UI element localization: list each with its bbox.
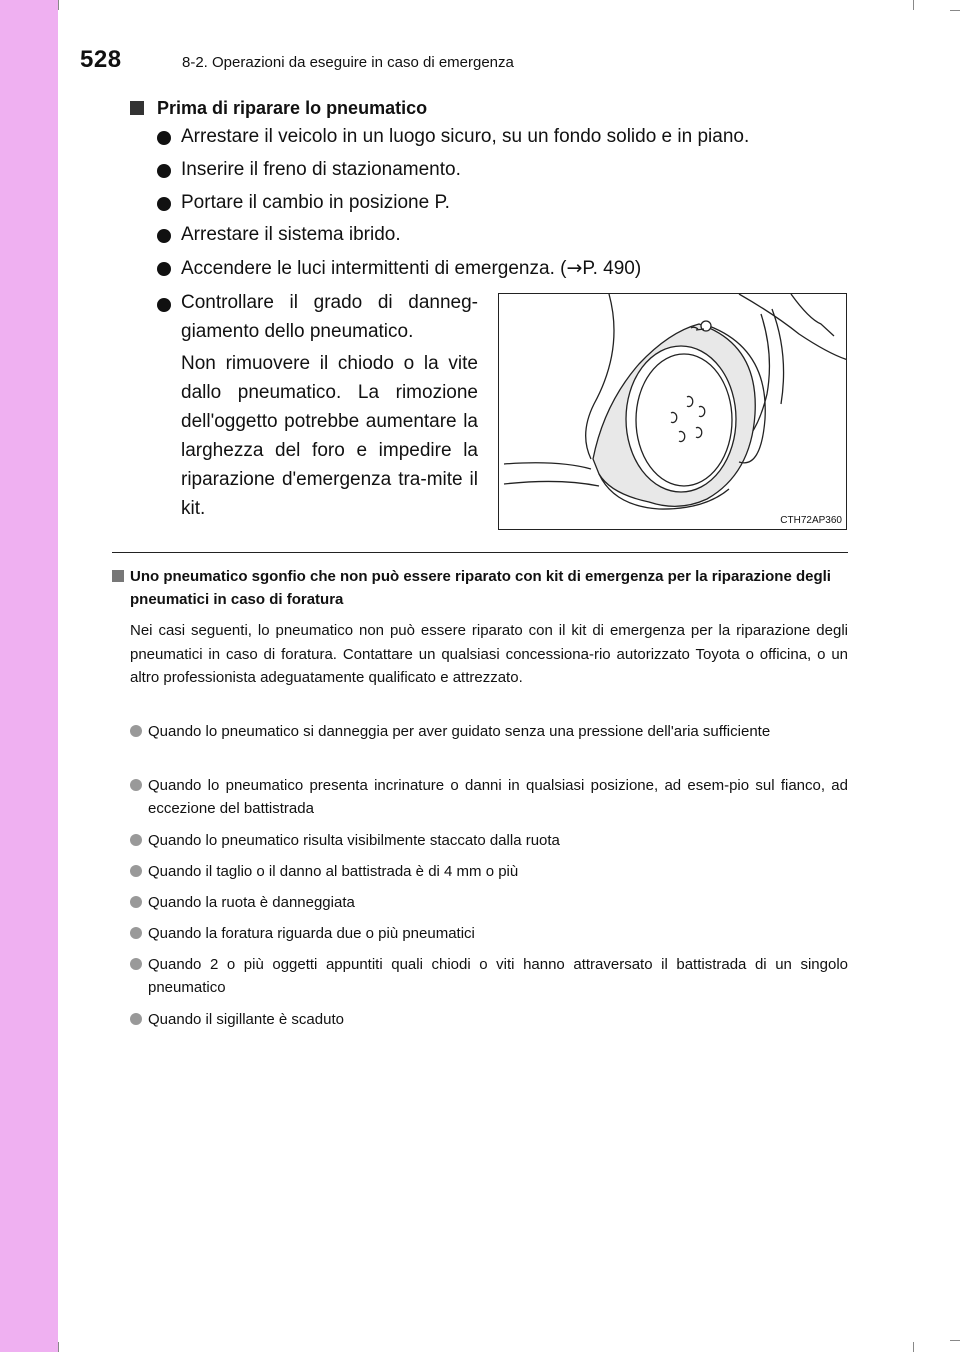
bullet-icon [130, 1013, 142, 1025]
section-divider [112, 552, 848, 553]
section-square-icon [130, 101, 144, 115]
section-title: 8-2. Operazioni da eseguire in caso di emergenza [182, 54, 514, 71]
crop-mark [58, 0, 59, 10]
note-intro: Nei casi seguenti, lo pneumatico non può essere riparato con il kit di emergenza per la riparazione degli pneumatici in caso di foratura. Contattare un qualsiasi concessiona-rio autorizzato Toyota o officina, o un altro professionista adeguatamente qualificato e attrezzato. [130, 622, 848, 686]
check-item-detail: Non rimuovere il chiodo o la vite dallo pneumatico. La rimozione dell'oggetto potrebbe aumentare la larghezza del foro e impedire la riparazione d'emergenza tra-mite il kit. [181, 353, 478, 519]
crop-mark [913, 0, 914, 10]
note-list-item: Quando la ruota è danneggiata [148, 894, 355, 911]
list-item: Portare il cambio in posizione P. [181, 192, 450, 213]
bullet-icon [130, 725, 142, 737]
note-list-item: Quando lo pneumatico presenta incrinature o danni in qualsiasi posizione, ad esem-pio sul fianco, ad eccezione del battistrada [148, 777, 848, 817]
page-number: 528 [80, 46, 122, 73]
list-item: Arrestare il sistema ibrido. [181, 224, 401, 245]
bullet-icon [157, 229, 171, 243]
bullet-icon [157, 164, 171, 178]
note-list-item: Quando il sigillante è scaduto [148, 1011, 344, 1028]
note-heading: Uno pneumatico sgonfio che non può essere riparato con kit di emergenza per la riparazione degli pneumatici in caso di foratura [130, 568, 831, 608]
list-item: Arrestare il veicolo in un luogo sicuro, su un fondo solido e in piano. [181, 126, 750, 147]
note-square-icon [112, 570, 124, 582]
bullet-icon [157, 131, 171, 145]
check-item-title: Controllare il grado di danneg-giamento dello pneumatico. [181, 292, 478, 342]
crop-mark [950, 10, 960, 11]
tire-with-nail-drawing [499, 294, 847, 530]
bullet-icon [157, 298, 171, 312]
crop-mark [58, 1342, 59, 1352]
page-reference[interactable]: P. 490) [582, 258, 642, 279]
bullet-icon [130, 927, 142, 939]
bullet-icon [157, 262, 171, 276]
note-list-item: Quando lo pneumatico risulta visibilmente staccato dalla ruota [148, 832, 560, 849]
figure-code: CTH72AP360 [780, 515, 842, 526]
bullet-icon [130, 779, 142, 791]
note-list-item: Quando il taglio o il danno al battistrada è di 4 mm o più [148, 863, 519, 880]
bullet-icon [130, 896, 142, 908]
section-tab-sidebar [0, 0, 58, 1352]
hazard-text: Accendere le luci intermittenti di emergenza. ( [181, 258, 567, 279]
bullet-icon [157, 197, 171, 211]
crop-mark [950, 1340, 960, 1341]
section-heading: Prima di riparare lo pneumatico [157, 98, 428, 118]
bullet-icon [130, 834, 142, 846]
list-item-hazard [181, 257, 641, 280]
tire-illustration [498, 293, 847, 530]
bullet-icon [130, 958, 142, 970]
list-item: Inserire il freno di stazionamento. [181, 159, 461, 180]
note-list-item: Quando lo pneumatico si danneggia per aver guidato senza una pressione dell'aria sufficiente [148, 723, 771, 740]
crop-mark [913, 1342, 914, 1352]
note-list-item: Quando 2 o più oggetti appuntiti quali chiodi o viti hanno attraversato il battistrada di un singolo pneumatico [148, 956, 848, 996]
arrow-right-icon: → [566, 257, 583, 279]
bullet-icon [130, 865, 142, 877]
note-list-item: Quando la foratura riguarda due o più pneumatici [148, 925, 475, 942]
